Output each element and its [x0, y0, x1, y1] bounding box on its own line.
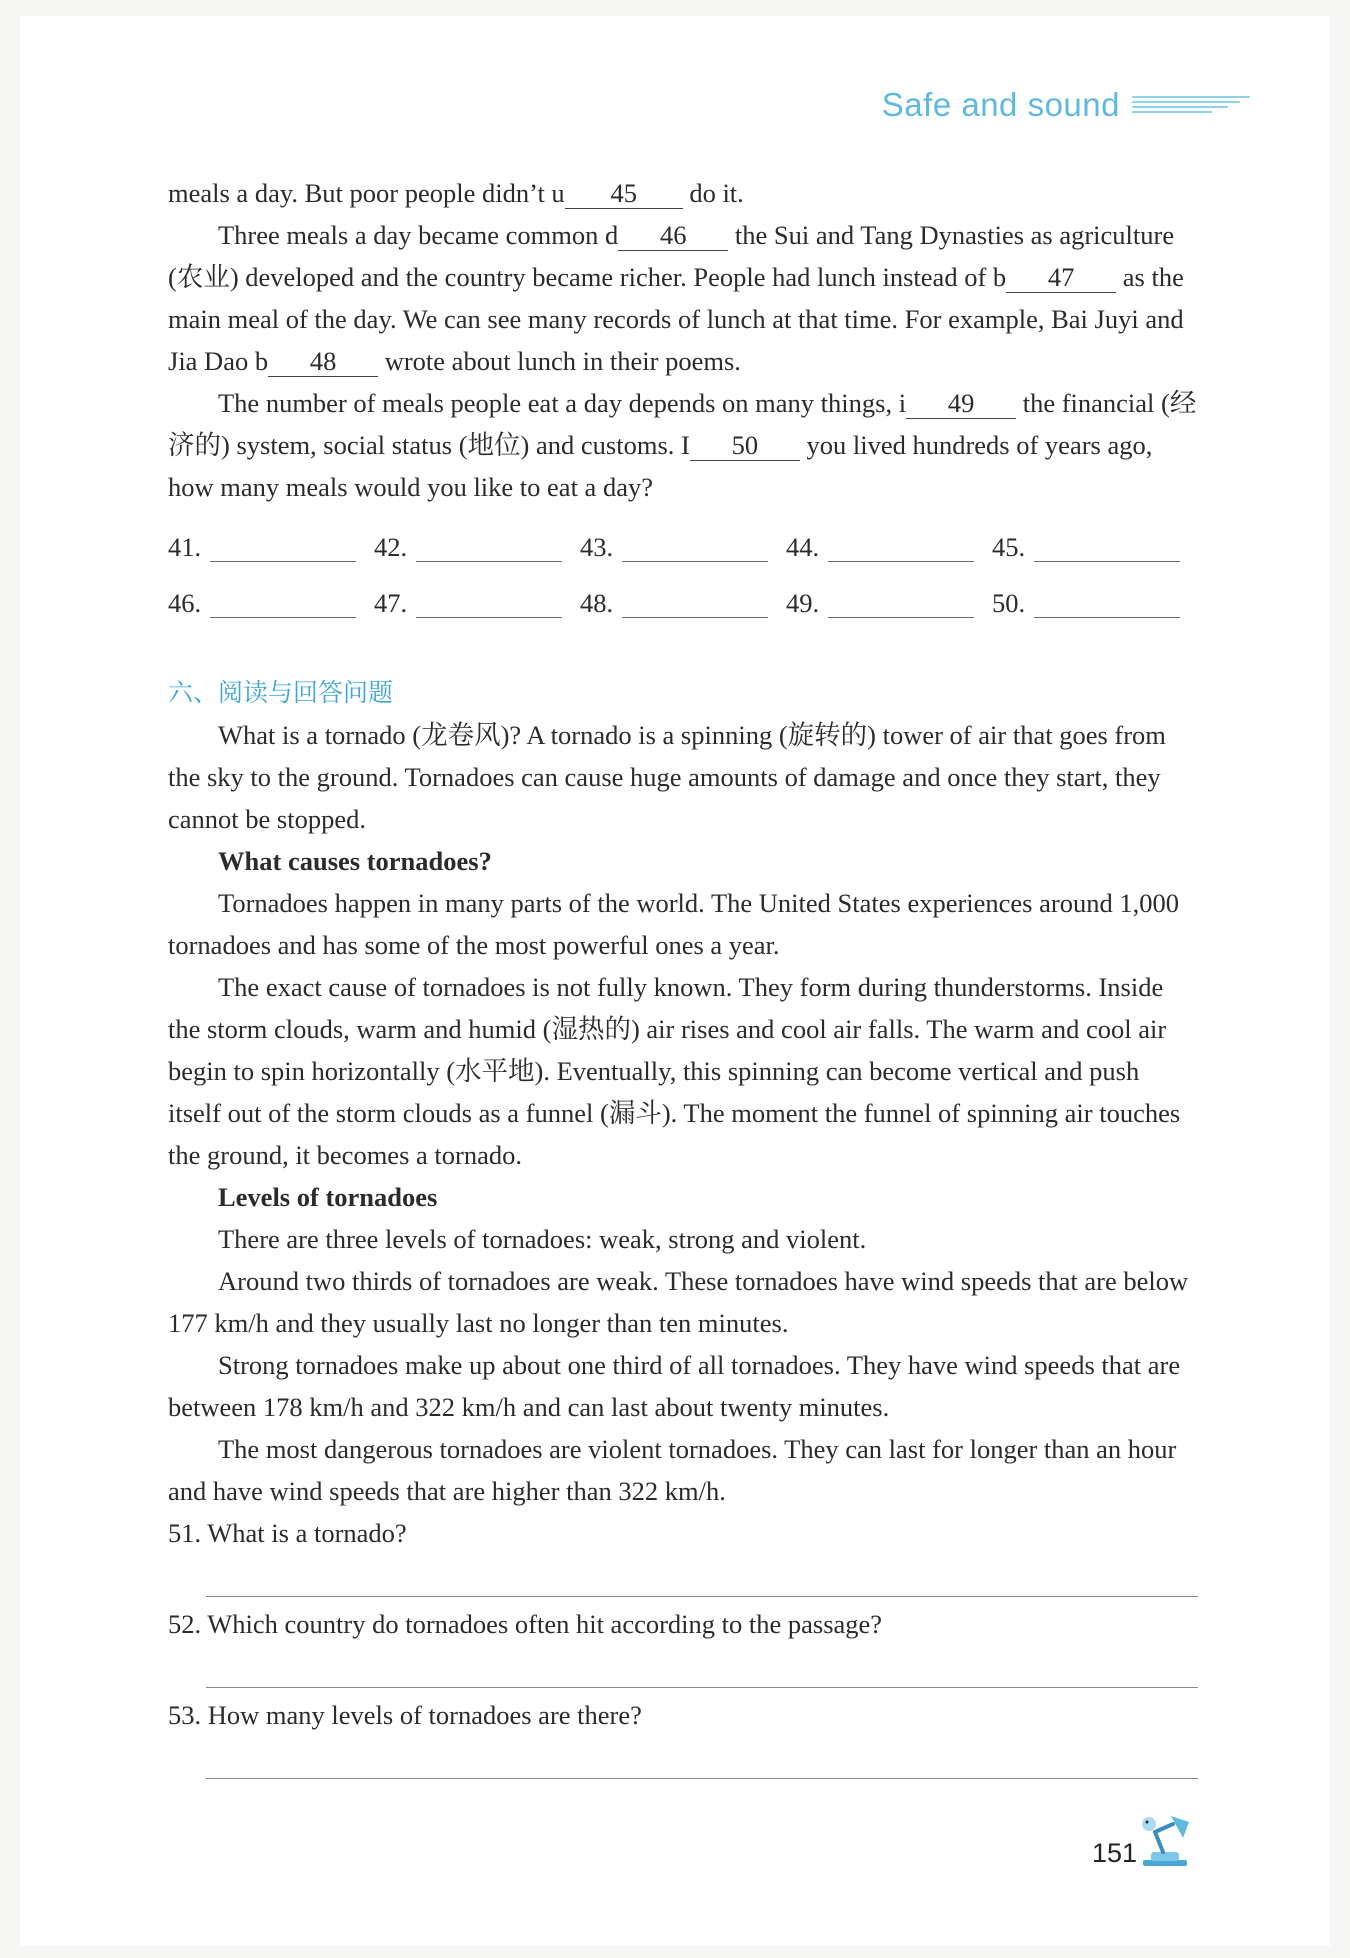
blank-46[interactable]: 46 — [618, 220, 728, 251]
answer-line-53[interactable] — [206, 1736, 1198, 1779]
answer-item[interactable]: 46. — [168, 582, 374, 624]
passage-paragraph: meals a day. But poor people didn’t u 45 do it. — [168, 178, 744, 208]
answer-item[interactable]: 45. — [992, 526, 1198, 568]
content — [168, 172, 1198, 1785]
blank-48[interactable]: 48 — [268, 346, 378, 377]
page-header — [882, 86, 1250, 124]
reading-paragraph: There are three levels of tornadoes: weak, strong and violent. — [218, 1224, 867, 1254]
reading-paragraph: The exact cause of tornadoes is not fully known. They form during thunderstorms. Inside the storm clouds, warm and humid (湿热的) air rises and cool air falls. The warm and cool air begin to spin horizontally (水平地). Eventually, this spinning can become vertical and push itself out of the storm clouds as a funnel (漏斗). The moment the funnel of spinning air touches the ground, it becomes a tornado. — [168, 972, 1181, 1170]
page-number: 151 — [1092, 1838, 1138, 1868]
answer-item[interactable]: 50. — [992, 582, 1198, 624]
blank-45[interactable]: 45 — [565, 178, 683, 209]
answer-lines — [168, 512, 1198, 624]
blank-49[interactable]: 49 — [906, 388, 1016, 419]
answer-item[interactable]: 42. — [374, 526, 580, 568]
passage-paragraph: The number of meals people eat a day depends on many things, i 49 the financial (经济的) system, social status (地位) and customs. I 50 you lived hundreds of years ago, how many meals would you like to eat a day? — [168, 388, 1197, 502]
passage-paragraph: Three meals a day became common d 46 the Sui and Tang Dynasties as agriculture (农业) developed and the country became richer. People had lunch instead of b 47 as the main meal of the day. We can see many records of lunch at that time. For example, Bai Juyi and Jia Dao b 48 wrote about lunch in their poems. — [168, 220, 1184, 376]
blank-47[interactable]: 47 — [1006, 262, 1116, 293]
section-title: 六、阅读与回答问题 — [168, 678, 394, 707]
desk-lamp-icon — [1133, 1812, 1199, 1870]
reading-paragraph: Tornadoes happen in many parts of the world. The United States experiences around 1,000 tornadoes and has some of the most powerful ones a year. — [168, 888, 1179, 960]
blank-50[interactable]: 50 — [690, 430, 800, 461]
reading-paragraph: The most dangerous tornadoes are violent tornadoes. They can last for longer than an hour and have wind speeds that are higher than 322 km/h. — [168, 1434, 1177, 1506]
question-53: 53. How many levels of tornadoes are there? — [168, 1700, 642, 1730]
answer-row — [168, 512, 1198, 568]
question-51: 51. What is a tornado? — [168, 1518, 407, 1548]
answer-row — [168, 568, 1198, 624]
header-stripes-decoration — [1132, 94, 1250, 116]
answer-item[interactable]: 41. — [168, 526, 374, 568]
answer-item[interactable]: 44. — [786, 526, 992, 568]
answer-item[interactable]: 49. — [786, 582, 992, 624]
answer-line-51[interactable] — [206, 1554, 1198, 1597]
answer-item[interactable]: 48. — [580, 582, 786, 624]
reading-paragraph: What is a tornado (龙卷风)? A tornado is a spinning (旋转的) tower of air that goes from the sky to the ground. Tornadoes can cause huge amounts of damage and once they start, they cannot be stopped. — [168, 720, 1166, 834]
answer-item[interactable]: 43. — [580, 526, 786, 568]
answer-item[interactable]: 47. — [374, 582, 580, 624]
question-52: 52. Which country do tornadoes often hit according to the passage? — [168, 1609, 883, 1639]
reading-paragraph: Around two thirds of tornadoes are weak. These tornadoes have wind speeds that are below 177 km/h and they usually last no longer than ten minutes. — [168, 1266, 1189, 1338]
subheading: What causes tornadoes? — [218, 846, 492, 876]
unit-title: Safe and sound — [881, 86, 1120, 123]
reading-paragraph: Strong tornadoes make up about one third of all tornadoes. They have wind speeds that are between 178 km/h and 322 km/h and can last about twenty minutes. — [168, 1350, 1181, 1422]
subheading: Levels of tornadoes — [218, 1182, 438, 1212]
answer-line-52[interactable] — [206, 1645, 1198, 1688]
